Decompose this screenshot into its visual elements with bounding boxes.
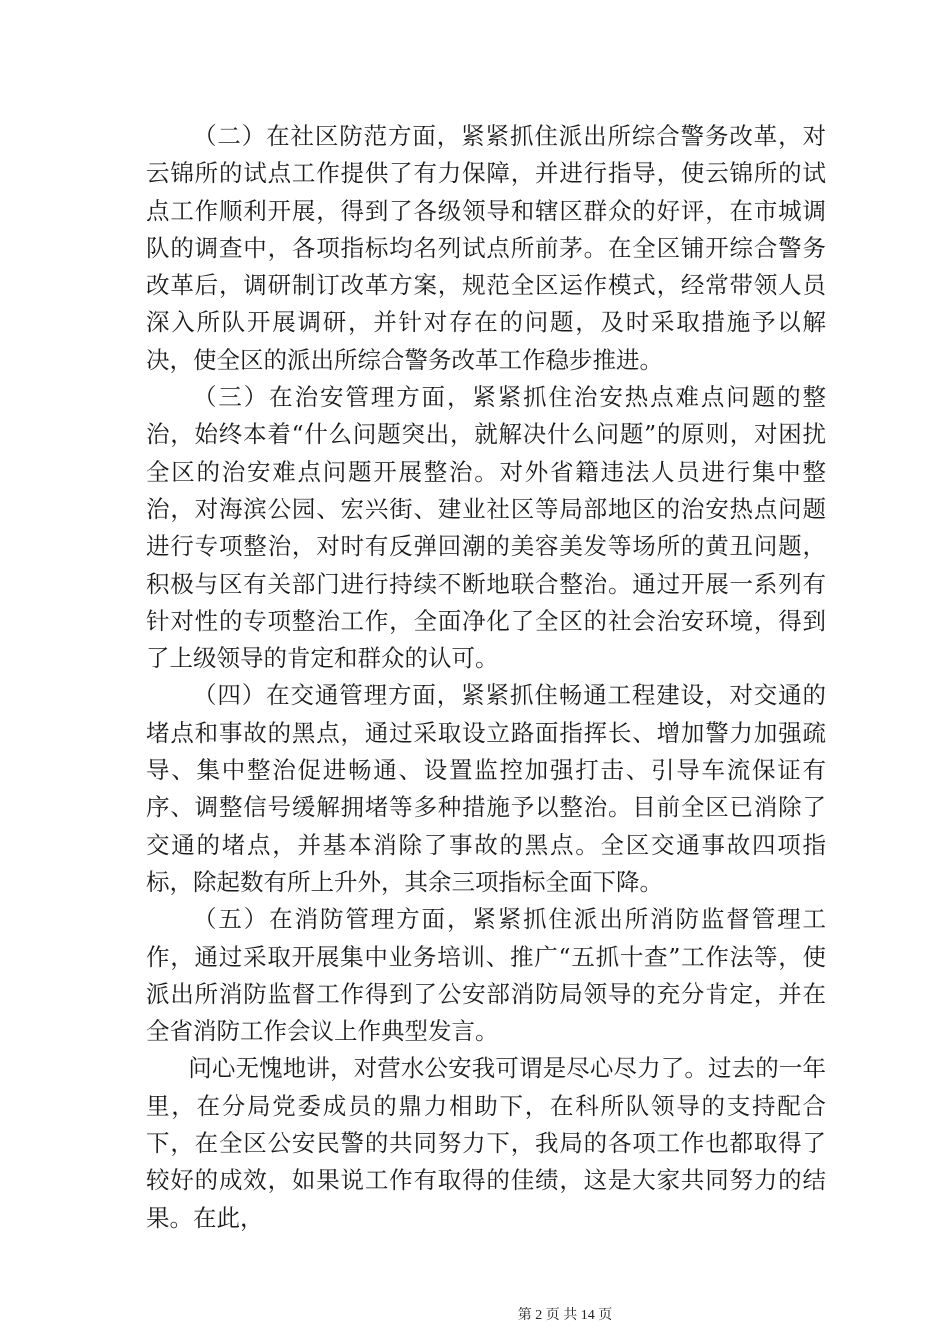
- page-number: 第 2 页 共 14 页: [517, 1308, 613, 1323]
- paragraph-conclusion: 问心无愧地讲，对营水公安我可谓是尽心尽力了。过去的一年里，在分局党委成员的鼎力相助下，在科所队领导的支持配合下，在全区公安民警的共同努力下，我局的各项工作也都取得了较好的成效，如果说工作有取得的佳绩，这是大家共同努力的结果。在此，: [146, 1054, 826, 1232]
- paragraph-traffic-management: （四）在交通管理方面，紧紧抓住畅通工程建设，对交通的堵点和事故的黑点，通过采取设立路面指挥长、增加警力加强疏导、集中整治促进畅通、设置监控加强打击、引导车流保证有序、调整信号缓解拥堵等多种措施予以整治。目前全区已消除了交通的堵点，并基本消除了事故的黑点。全区交通事故四项指标，除起数有所上升外，其余三项指标全面下降。: [146, 681, 826, 896]
- paragraph-fire-management: （五）在消防管理方面，紧紧抓住派出所消防监督管理工作，通过采取开展集中业务培训、推广“五抓十查”工作法等，使派出所消防监督工作得到了公安部消防局领导的充分肯定，并在全省消防工作会议上作典型发言。: [146, 905, 826, 1046]
- paragraph-public-security: （三）在治安管理方面，紧紧抓住治安热点难点问题的整治，始终本着“什么问题突出，就解决什么问题”的原则，对困扰全区的治安难点问题开展整治。对外省籍违法人员进行集中整治，对海滨公园、宏兴街、建业社区等局部地区的治安热点问题进行专项整治，对时有反弹回潮的美容美发等场所的黄丑问题，积极与区有关部门进行持续不断地联合整治。通过开展一系列有针对性的专项整治工作，全面净化了全区的社会治安环境，得到了上级领导的肯定和群众的认可。: [146, 383, 826, 673]
- paragraph-community-prevention: （二）在社区防范方面，紧紧抓住派出所综合警务改革，对云锦所的试点工作提供了有力保障，并进行指导，使云锦所的试点工作顺利开展，得到了各级领导和辖区群众的好评，在市城调队的调查中，各项指标均名列试点所前茅。在全区铺开综合警务改革后，调研制订改革方案，规范全区运作模式，经常带领人员深入所队开展调研，并针对存在的问题，及时采取措施予以解决，使全区的派出所综合警务改革工作稳步推进。: [146, 122, 826, 374]
- page-footer: [0, 1304, 950, 1324]
- document-body: [146, 118, 826, 1237]
